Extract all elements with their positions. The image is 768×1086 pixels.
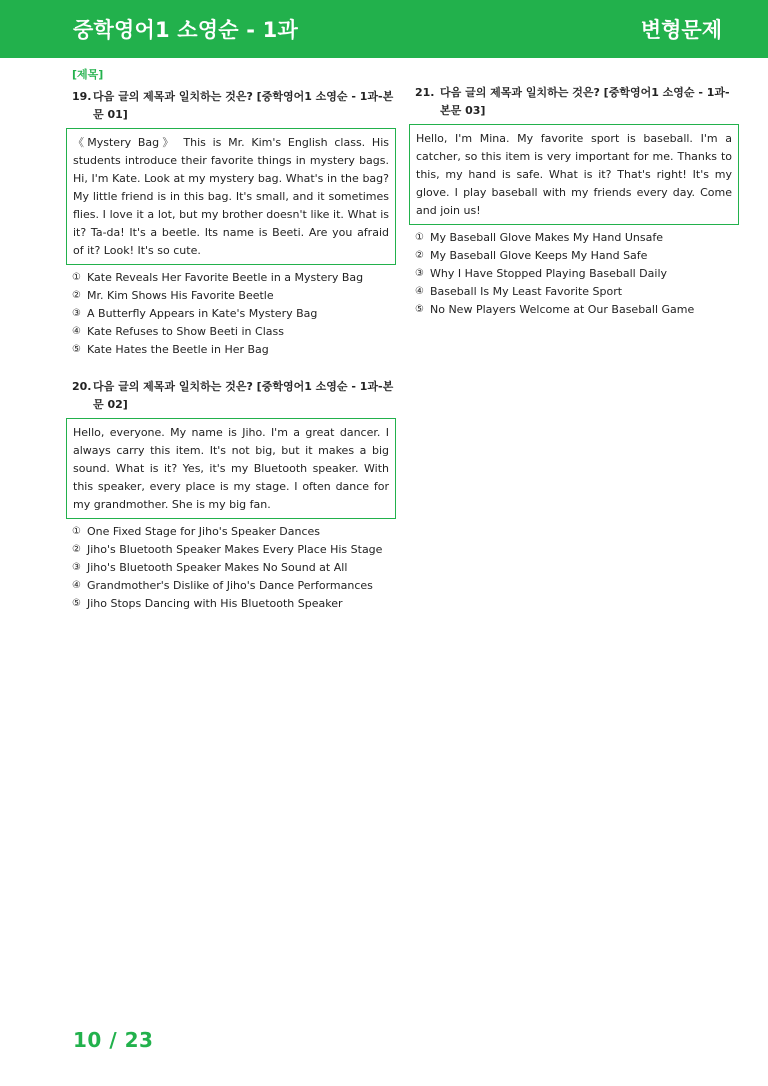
question-header <box>66 88 396 124</box>
question-20 <box>66 378 396 613</box>
option-text: My Baseball Glove Keeps My Hand Safe <box>430 249 648 262</box>
answer-options <box>409 229 739 319</box>
option-marker: ⑤ <box>72 598 81 609</box>
option-text: One Fixed Stage for Jiho's Speaker Dances <box>87 525 321 538</box>
option-marker: ③ <box>72 562 81 573</box>
option-marker: ① <box>415 232 424 243</box>
answer-option[interactable] <box>72 559 396 577</box>
question-prompt: 다음 글의 제목과 일치하는 것은? [중학영어1 소영순 - 1과-본문 02] <box>93 380 394 411</box>
answer-option[interactable] <box>72 595 396 613</box>
option-text: Kate Refuses to Show Beeti in Class <box>87 325 284 338</box>
option-text: Jiho's Bluetooth Speaker Makes Every Place His Stage <box>87 543 383 556</box>
answer-option[interactable] <box>415 229 739 247</box>
option-marker: ⑤ <box>415 304 424 315</box>
option-text: Kate Hates the Beetle in Her Bag <box>87 343 269 356</box>
option-text: Jiho's Bluetooth Speaker Makes No Sound at All <box>87 561 348 574</box>
header-label: 변형문제 <box>640 18 722 42</box>
answer-option[interactable] <box>72 523 396 541</box>
section-tag: [제목] <box>72 68 104 81</box>
option-marker: ③ <box>72 308 81 319</box>
option-text: No New Players Welcome at Our Baseball Game <box>430 303 695 316</box>
page-header <box>0 0 768 58</box>
question-number: 19. <box>72 90 92 103</box>
question-number: 21. <box>415 86 435 99</box>
answer-option[interactable] <box>72 305 396 323</box>
question-header <box>409 84 739 120</box>
passage-box: Hello, I'm Mina. My favorite sport is baseball. I'm a catcher, so this item is very important for me. Thanks to this, my hand is safe. What is it? That's right! It's my glove. I play baseball with my friends every day. Come and join us! <box>409 124 739 225</box>
option-marker: ② <box>72 544 81 555</box>
page-separator: / <box>109 1028 118 1052</box>
right-column <box>409 84 739 319</box>
option-marker: ① <box>72 526 81 537</box>
option-marker: ② <box>72 290 81 301</box>
answer-option[interactable] <box>415 247 739 265</box>
option-marker: ⑤ <box>72 344 81 355</box>
option-marker: ④ <box>415 286 424 297</box>
option-marker: ④ <box>72 580 81 591</box>
option-text: Baseball Is My Least Favorite Sport <box>430 285 623 298</box>
question-prompt: 다음 글의 제목과 일치하는 것은? [중학영어1 소영순 - 1과-본문 01] <box>93 90 394 121</box>
question-header <box>66 378 396 414</box>
answer-option[interactable] <box>72 577 396 595</box>
option-text: A Butterfly Appears in Kate's Mystery Bag <box>87 307 318 320</box>
option-marker: ③ <box>415 268 424 279</box>
passage-box: 《Mystery Bag》 This is Mr. Kim's English class. His students introduce their favorite things in mystery bags. Hi, I'm Kate. Look at my mystery bag. What's in the bag? My little friend is in this bag. It's small, and it sometimes flies. I love it a lot, but my brother doesn't like it. What is it? Ta-da! It's a beetle. Its name is Beeti. Are you afraid of it? Look! It's so cute. <box>66 128 396 265</box>
answer-options <box>66 269 396 359</box>
answer-option[interactable] <box>415 283 739 301</box>
option-marker: ④ <box>72 326 81 337</box>
option-text: Grandmother's Dislike of Jiho's Dance Performances <box>87 579 373 592</box>
answer-option[interactable] <box>72 323 396 341</box>
answer-option[interactable] <box>72 341 396 359</box>
answer-options <box>66 523 396 613</box>
question-21 <box>409 84 739 319</box>
question-19 <box>66 88 396 359</box>
option-text: Mr. Kim Shows His Favorite Beetle <box>87 289 274 302</box>
answer-option[interactable] <box>72 287 396 305</box>
current-page: 10 <box>73 1028 102 1052</box>
option-marker: ② <box>415 250 424 261</box>
option-marker: ① <box>72 272 81 283</box>
option-text: Kate Reveals Her Favorite Beetle in a Mystery Bag <box>87 271 364 284</box>
answer-option[interactable] <box>415 265 739 283</box>
left-column <box>66 66 396 613</box>
header-title: 중학영어1 소영순 - 1과 <box>73 18 298 42</box>
answer-option[interactable] <box>72 269 396 287</box>
option-text: Jiho Stops Dancing with His Bluetooth Speaker <box>87 597 343 610</box>
question-number: 20. <box>72 380 92 393</box>
option-text: Why I Have Stopped Playing Baseball Daily <box>430 267 668 280</box>
total-pages: 23 <box>124 1028 154 1052</box>
passage-box: Hello, everyone. My name is Jiho. I'm a great dancer. I always carry this item. It's not big, but it makes a big sound. What is it? Yes, it's my Bluetooth speaker. With this speaker, every place is my stage. I often dance for my grandmother. She is my big fan. <box>66 418 396 519</box>
question-prompt: 다음 글의 제목과 일치하는 것은? [중학영어1 소영순 - 1과-본문 03] <box>440 86 730 117</box>
answer-option[interactable] <box>415 301 739 319</box>
option-text: My Baseball Glove Makes My Hand Unsafe <box>430 231 663 244</box>
page-number <box>73 1028 153 1052</box>
answer-option[interactable] <box>72 541 396 559</box>
